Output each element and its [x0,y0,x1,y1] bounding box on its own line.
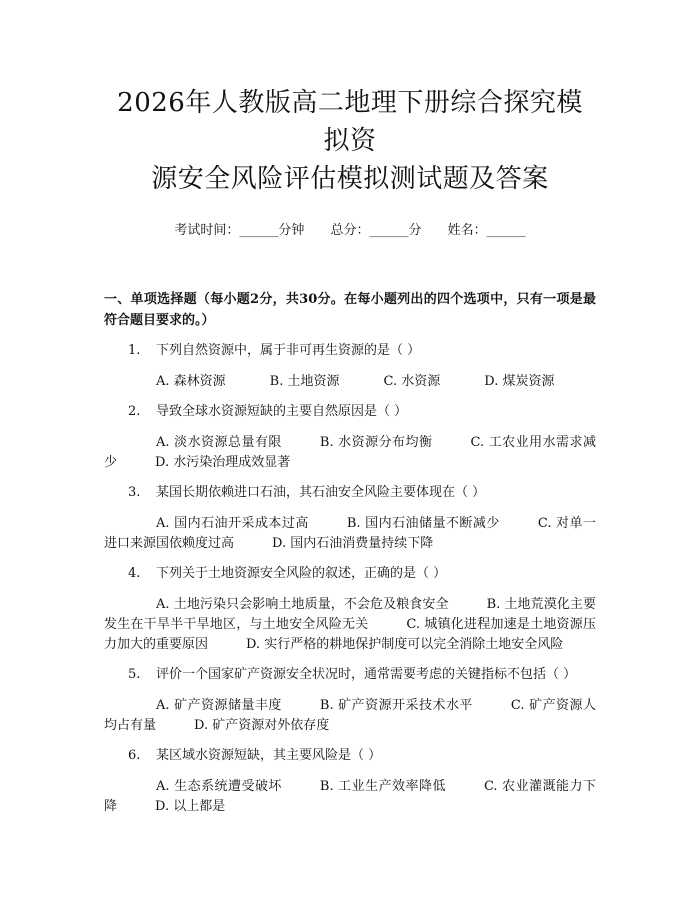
question-options [104,595,596,655]
question-options [104,372,596,392]
option-d: D. 实行严格的耕地保护制度可以完全消除土地安全风险 [246,637,564,652]
question-stem [128,564,596,584]
option-d: D. 煤炭资源 [484,374,555,389]
option-b: B. 矿产资源开采技术水平 [319,698,473,713]
option-d: D. 国内石油消费量持续下降 [272,536,434,551]
question-stem [128,341,596,361]
document-title [104,0,596,198]
option-b: B. 国内石油储量不断减少 [346,516,500,531]
option-a: A. 国内石油开采成本过高 [156,516,309,531]
question-options [104,433,596,473]
question-options [104,514,596,554]
exam-time: 考试时间：______分钟 [174,223,305,238]
exam-total-score: 总分：______分 [330,223,422,238]
title-line-1: 2026年人教版高二地理下册综合探究模拟资 [117,88,583,156]
option-d: D. 水污染治理成效显著 [155,455,291,470]
option-c: C. 农业灌溉能力下降 [104,779,596,814]
question-5 [104,665,596,736]
option-c: C. 对单一进口来源国依赖度过高 [104,516,597,551]
option-c: C. 城镇化进程加速是土地资源压力加大的重要原因 [104,617,596,652]
option-c: C. 水资源 [383,374,441,389]
question-stem [128,665,596,685]
question-stem [128,746,596,766]
option-a: A. 矿产资源储量丰度 [156,698,282,713]
question-number: 1. [128,343,141,358]
option-d: D. 矿产资源对外依存度 [194,718,330,733]
option-a: A. 淡水资源总量有限 [156,435,282,450]
option-b: B. 土地资源 [269,374,340,389]
option-b: B. 土地荒漠化主要发生在干旱半干旱地区，与土地安全风险无关 [104,597,596,632]
option-b: B. 水资源分布均衡 [319,435,433,450]
option-d: D. 以上都是 [155,799,226,814]
option-a: A. 生态系统遭受破坏 [156,779,282,794]
question-1 [104,341,596,392]
question-6 [104,746,596,817]
question-text: 某国长期依赖进口石油，其石油安全风险主要体现在（ ） [156,485,486,500]
question-number: 4. [128,566,141,581]
question-2 [104,402,596,473]
question-stem [128,483,596,503]
question-stem [128,402,596,422]
question-4 [104,564,596,655]
option-c: C. 工农业用水需求减少 [104,435,596,470]
option-b: B. 工业生产效率降低 [319,779,446,794]
question-text: 评价一个国家矿产资源安全状况时，通常需要考虑的关键指标不包括（ ） [156,667,577,682]
section-header-single-choice: 一、单项选择题（每小题2分，共30分。在每小题列出的四个选项中，只有一项是最符合题目要求的。） [104,292,596,328]
question-text: 下列关于土地资源安全风险的叙述，正确的是（ ） [156,566,447,581]
question-number: 2. [128,404,141,419]
question-text: 某区域水资源短缺，其主要风险是（ ） [156,748,382,763]
student-name: 姓名：______ [447,223,526,238]
question-options [104,777,596,817]
option-c: C. 矿产资源人均占有量 [104,698,596,733]
question-number: 5. [128,667,141,682]
question-3 [104,483,596,554]
exam-meta [104,222,596,240]
question-number: 3. [128,485,141,500]
question-text: 导致全球水资源短缺的主要自然原因是（ ） [156,404,408,419]
option-a: A. 土地污染只会影响土地质量，不会危及粮食安全 [156,597,449,612]
question-number: 6. [128,748,141,763]
title-line-2: 源安全风险评估模拟测试题及答案 [151,164,549,194]
option-a: A. 森林资源 [156,374,226,389]
question-text: 下列自然资源中，属于非可再生资源的是（ ） [156,343,421,358]
question-options [104,696,596,736]
